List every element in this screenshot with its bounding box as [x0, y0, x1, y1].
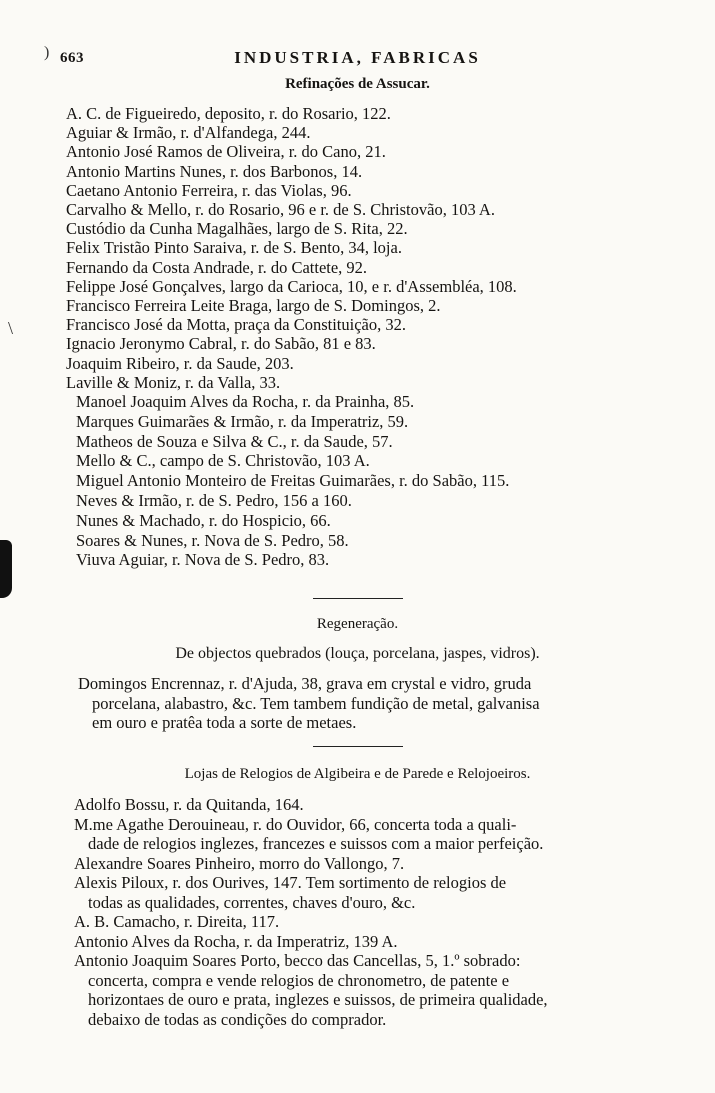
section-divider — [313, 598, 403, 599]
list-item: Mello & C., campo de S. Christovão, 103 A. — [76, 451, 370, 471]
relogios-list — [74, 795, 649, 1029]
list-item: Ignacio Jeronymo Cabral, r. do Sabão, 81 e 83. — [66, 334, 376, 354]
page-number: 663 — [60, 50, 84, 66]
list-item: Matheos de Souza e Silva & C., r. da Saude, 57. — [76, 431, 393, 451]
entry-line: M.me Agathe Derouineau, r. do Ouvidor, 66, concerta toda a quali- — [74, 814, 517, 834]
list-item: Antonio Martins Nunes, r. dos Barbonos, 14. — [66, 161, 363, 181]
list-item: Soares & Nunes, r. Nova de S. Pedro, 58. — [76, 530, 349, 550]
list-item: Neves & Irmão, r. de S. Pedro, 156 a 160. — [76, 490, 352, 510]
entry-line: Adolfo Bossu, r. da Quitanda, 164. — [74, 795, 304, 814]
section-title-refinacoes: Refinações de Assucar. — [285, 76, 430, 92]
margin-bracket: ) — [44, 44, 50, 61]
entry-line: todas as qualidades, correntes, chaves d'ouro, &c. — [88, 892, 416, 912]
margin-mark: \ — [8, 318, 14, 338]
entry-line: concerta, compra e vende relogios de chronometro, de patente e — [88, 970, 510, 990]
list-item: Manoel Joaquim Alves da Rocha, r. da Prainha, 85. — [76, 392, 415, 411]
list-item: Aguiar & Irmão, r. d'Alfandega, 244. — [66, 123, 311, 143]
list-item: Viuva Aguiar, r. Nova de S. Pedro, 83. — [76, 550, 330, 570]
regeneracao-entry — [78, 674, 653, 733]
entry-line: porcelana, alabastro, &c. Tem tambem fundição de metal, galvanisa — [92, 693, 540, 713]
section-title-regeneracao: Regeneração. — [316, 616, 399, 632]
scan-blot — [0, 540, 12, 598]
entry-line: em ouro e pratêa toda a sorte de metaes. — [92, 713, 357, 732]
refinacoes-list-continued — [76, 392, 676, 570]
list-item: Caetano Antonio Ferreira, r. das Violas, 96. — [66, 180, 352, 200]
list-item: Carvalho & Mello, r. do Rosario, 96 e r. de S. Christovão, 103 A. — [66, 200, 495, 220]
entry-line: Alexandre Soares Pinheiro, morro do Vallongo, 7. — [74, 853, 405, 873]
entry-line: dade de relogios inglezes, francezes e suissos com a maior perfeição. — [88, 834, 544, 853]
entry-line: Antonio Alves da Rocha, r. da Imperatriz, 139 A. — [74, 931, 398, 951]
list-item: Miguel Antonio Monteiro de Freitas Guimarães, r. do Sabão, 115. — [76, 471, 510, 491]
list-item: Marques Guimarães & Irmão, r. da Imperatriz, 59. — [76, 411, 409, 431]
list-item: Francisco Ferreira Leite Braga, largo de S. Domingos, 2. — [66, 296, 441, 316]
entry-line: Alexis Piloux, r. dos Ourives, 147. Tem sortimento de relogios de — [74, 873, 507, 892]
entry-line: horizontaes de ouro e prata, inglezes e suissos, de primeira qualidade, — [88, 990, 548, 1009]
entry-line: A. B. Camacho, r. Direita, 117. — [74, 912, 280, 931]
running-head: INDUSTRIA, FABRICAS — [234, 48, 481, 67]
section-intro: De objectos quebrados (louça, porcelana, jaspes, vidros). — [175, 645, 540, 662]
list-item: Francisco José da Motta, praça da Constituição, 32. — [66, 315, 406, 335]
list-item: Felippe José Gonçalves, largo da Carioca, 10, e r. d'Assembléa, 108. — [66, 276, 517, 296]
section-title-relogios: Lojas de Relogios de Algibeira e de Parede e Relojoeiros. — [184, 766, 531, 782]
entry-line: Domingos Encrennaz, r. d'Ajuda, 38, grava em crystal e vidro, gruda — [78, 674, 532, 693]
list-item: Felix Tristão Pinto Saraiva, r. de S. Bento, 34, loja. — [66, 238, 402, 258]
list-item: Antonio José Ramos de Oliveira, r. do Cano, 21. — [66, 142, 386, 162]
list-item: A. C. de Figueiredo, deposito, r. do Rosario, 122. — [66, 104, 391, 123]
list-item: Fernando da Costa Andrade, r. do Cattete, 92. — [66, 257, 368, 277]
list-item: Custódio da Cunha Magalhães, largo de S. Rita, 22. — [66, 219, 408, 239]
refinacoes-list — [66, 104, 666, 392]
entry-line: Antonio Joaquim Soares Porto, becco das Cancellas, 5, 1.º sobrado: — [74, 951, 521, 970]
section-divider — [313, 746, 403, 747]
entry-line: debaixo de todas as condições do comprador. — [88, 1009, 387, 1029]
list-item: Nunes & Machado, r. do Hospicio, 66. — [76, 510, 331, 530]
list-item: Laville & Moniz, r. da Valla, 33. — [66, 372, 281, 392]
page-header — [0, 48, 715, 70]
list-item: Joaquim Ribeiro, r. da Saude, 203. — [66, 353, 294, 373]
